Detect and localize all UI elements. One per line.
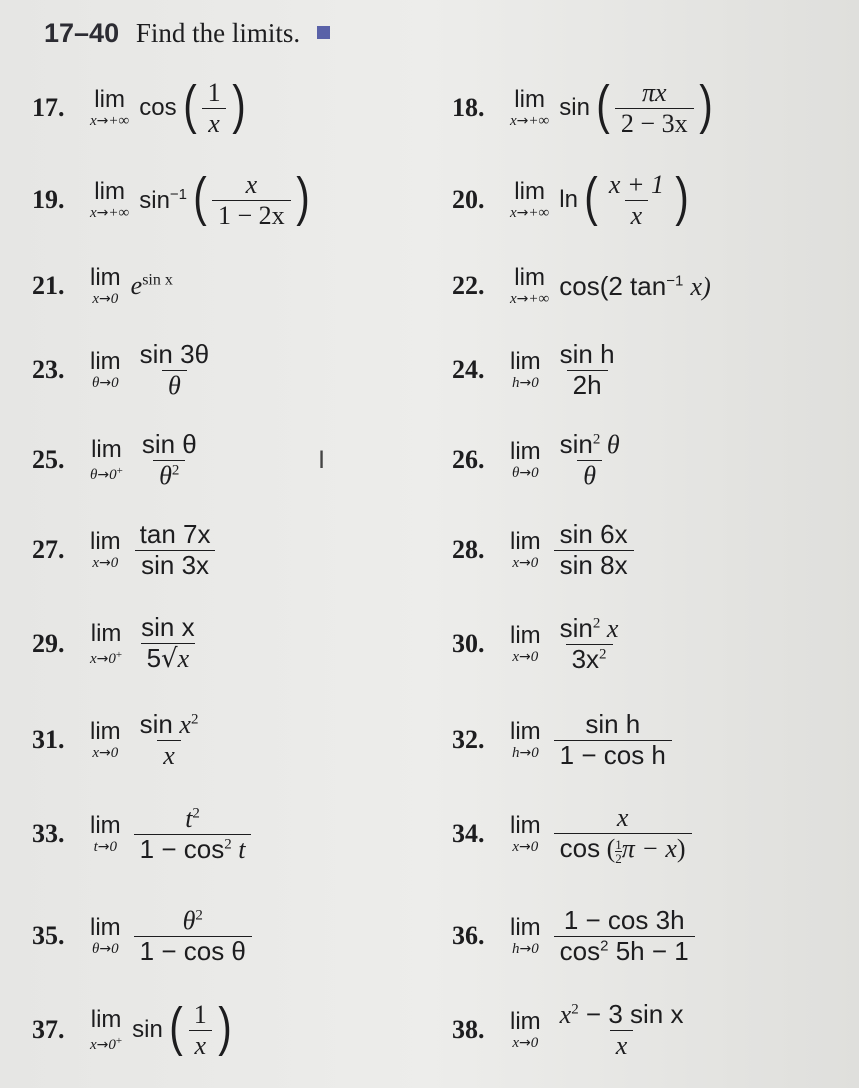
problem-35 [32, 896, 255, 976]
fraction: $\frac{\text{sin x}}{5√x}$ [141, 612, 195, 674]
problem-37: 37. lim x→0+ sin ( $\frac{1}{x}$ ) [32, 997, 232, 1060]
function-name: sin [132, 1016, 163, 1043]
problem-23 [32, 330, 218, 410]
problem-20: 20. lim x→+∞ ln ( $\frac{x + 1}{x}$ ) [452, 167, 689, 230]
limit-subscript: h→0 [511, 940, 539, 957]
fraction: $\frac{1}{x}$ [188, 1000, 213, 1061]
fraction: $\frac{1}{x}$ [202, 78, 227, 139]
limit-operator: lim x→+∞ [510, 263, 550, 307]
limit-operator: lim x→+∞ [510, 177, 550, 221]
limit-subscript: x→0 [512, 554, 539, 571]
limit-operator: lim θ→0+ [90, 435, 123, 483]
fraction: x cos ( $\frac{1}{2}$ π − x) [554, 803, 692, 864]
limit-subscript: x→0 [512, 648, 539, 665]
limit-operator: lim θ→0 [90, 913, 121, 957]
problem-30 [452, 604, 627, 684]
fraction: $\frac{x^2 - 3 \sin x}{x}$ [559, 998, 684, 1060]
limit-subscript: x→0+ [90, 1034, 123, 1053]
function-name: sin [559, 94, 590, 121]
problem-number: 22. [452, 271, 485, 300]
problem-number: 19. [32, 185, 65, 214]
limit-subscript: x→0+ [90, 648, 123, 667]
fraction: $\frac{\sin^2 \theta}{\theta}$ [559, 428, 620, 490]
fraction: $\frac{\text{sin h}}{\text{1 − cos h}}$ [554, 710, 672, 771]
fraction: $\frac{x + 1}{x}$ [608, 169, 664, 230]
limit-subscript: h→0 [511, 374, 539, 391]
problem-number: 30. [452, 629, 485, 658]
problem-number: 17. [32, 93, 65, 122]
limit-subscript: θ→0 [512, 464, 539, 481]
section-header [44, 18, 330, 49]
fraction: $\frac{\sin^2 x}{3x^2}$ [559, 612, 619, 674]
fraction: $\frac{x}{1 - 2x}$ [212, 170, 291, 231]
limit-subscript: x→0 [92, 744, 119, 761]
problem-number: 31. [32, 725, 65, 754]
limit-subscript: x→0 [512, 1034, 539, 1051]
text-cursor-icon: I [318, 446, 326, 474]
problem-number: 18. [452, 93, 485, 122]
expression: cos(2 $\tan^{-1} x$) [559, 270, 711, 301]
fraction: $\frac{\sin 6x}{\sin 8x}$ [554, 520, 634, 581]
problem-29 [32, 604, 204, 684]
problem-number: 27. [32, 535, 65, 564]
problem-number: 24. [452, 355, 485, 384]
limit-operator: lim x→0+ [90, 619, 123, 667]
problem-17: 17. lim x→+∞ cos ( $\frac{1}{x}$ ) [32, 75, 246, 138]
limit-operator: lim x→0 [90, 527, 121, 571]
limit-subscript: θ→0+ [90, 464, 123, 483]
problem-number: 21. [32, 271, 65, 300]
limit-subscript: x→+∞ [510, 112, 550, 129]
fraction: $\frac{\sin x^2}{x}$ [139, 708, 199, 770]
problem-number: 28. [452, 535, 485, 564]
problem-number: 25. [32, 445, 65, 474]
problem-28 [452, 510, 637, 590]
problem-number: 36. [452, 921, 485, 950]
problem-19: 19. lim x→+∞ $\sin^{-1}$ ( $\frac{x}{1 - 2x}$ ) [32, 167, 310, 230]
problem-33 [32, 794, 254, 874]
problem-18: 18. lim x→+∞ sin ( $\frac{\pi x}{2 - 3x}$ ) [452, 75, 713, 138]
problem-32 [452, 700, 675, 780]
problem-number: 34. [452, 819, 485, 848]
function-name: cos [139, 94, 177, 121]
limit-subscript: x→0 [92, 290, 119, 307]
limit-operator: lim x→0 [510, 1007, 541, 1051]
problem-21 [32, 246, 173, 326]
problem-38 [452, 990, 692, 1070]
problem-number: 20. [452, 185, 485, 214]
limit-operator: lim h→0 [510, 347, 541, 391]
problem-31 [32, 700, 207, 780]
limit-subscript: x→0 [92, 554, 119, 571]
limit-operator: lim t→0 [90, 811, 121, 855]
fraction: $\frac{\sin 3\theta}{\theta}$ [139, 338, 210, 400]
limit-operator: lim x→0 [510, 811, 541, 855]
limit-operator: lim x→0 [90, 263, 121, 307]
fraction: $\frac{t^2}{1 - \cos^2 t}$ [134, 804, 252, 865]
fraction: $\frac{\pi x}{2 - 3x}$ [615, 78, 694, 139]
exercise-range: 17–40 [44, 18, 120, 48]
limit-operator: lim x→0 [510, 527, 541, 571]
problem-number: 32. [452, 725, 485, 754]
limit-operator: lim x→0+ [90, 1005, 123, 1053]
limit-operator: lim θ→0 [90, 347, 121, 391]
limit-subscript: x→+∞ [510, 204, 550, 221]
problem-36 [452, 896, 698, 976]
square-end-marker-icon [317, 26, 330, 39]
expression: $e^{sin x}$ [130, 271, 173, 300]
problem-number: 29. [32, 629, 65, 658]
limit-operator: lim h→0 [510, 913, 541, 957]
problem-number: 23. [32, 355, 65, 384]
limit-subscript: h→0 [511, 744, 539, 761]
problem-27 [32, 510, 219, 590]
limit-subscript: x→+∞ [90, 204, 130, 221]
problem-number: 33. [32, 819, 65, 848]
problem-number: 38. [452, 1015, 485, 1044]
limit-operator: lim x→+∞ [90, 177, 130, 221]
limit-subscript: θ→0 [92, 374, 119, 391]
limit-operator: lim h→0 [510, 717, 541, 761]
function-name: $\sin^{-1}$ [139, 185, 188, 214]
problem-number: 37. [32, 1015, 65, 1044]
function-name: ln [559, 186, 578, 213]
problem-34 [452, 794, 695, 874]
fraction: $\frac{\text{sin h}}{2h}$ [559, 338, 615, 400]
fraction: $\frac{1 - \cos 3h}{\cos^2 5h - 1}$ [554, 906, 695, 967]
limit-subscript: x→0 [512, 838, 539, 855]
limit-subscript: x→+∞ [510, 290, 550, 307]
section-title: Find the limits. [135, 18, 301, 48]
limit-operator: lim θ→0 [510, 437, 541, 481]
problem-number: 26. [452, 445, 485, 474]
fraction: $\frac{\tan 7x}{\sin 3x}$ [134, 520, 217, 581]
fraction: $\frac{\text{sin θ}}{\theta^2}$ [141, 428, 197, 490]
limit-operator: lim x→0 [90, 717, 121, 761]
limit-operator: lim x→+∞ [510, 85, 550, 129]
problem-22 [452, 246, 711, 326]
problem-number: 35. [32, 921, 65, 950]
limit-subscript: t→0 [93, 838, 118, 855]
problem-25 [32, 420, 206, 500]
problem-26 [452, 420, 629, 500]
limit-subscript: x→+∞ [90, 112, 130, 129]
limit-subscript: θ→0 [92, 940, 119, 957]
problem-24 [452, 330, 624, 410]
limit-operator: lim x→+∞ [90, 85, 130, 129]
limit-operator: lim x→0 [510, 621, 541, 665]
fraction: $\frac{\theta^2}{\text{1 − cos θ}}$ [134, 906, 252, 967]
